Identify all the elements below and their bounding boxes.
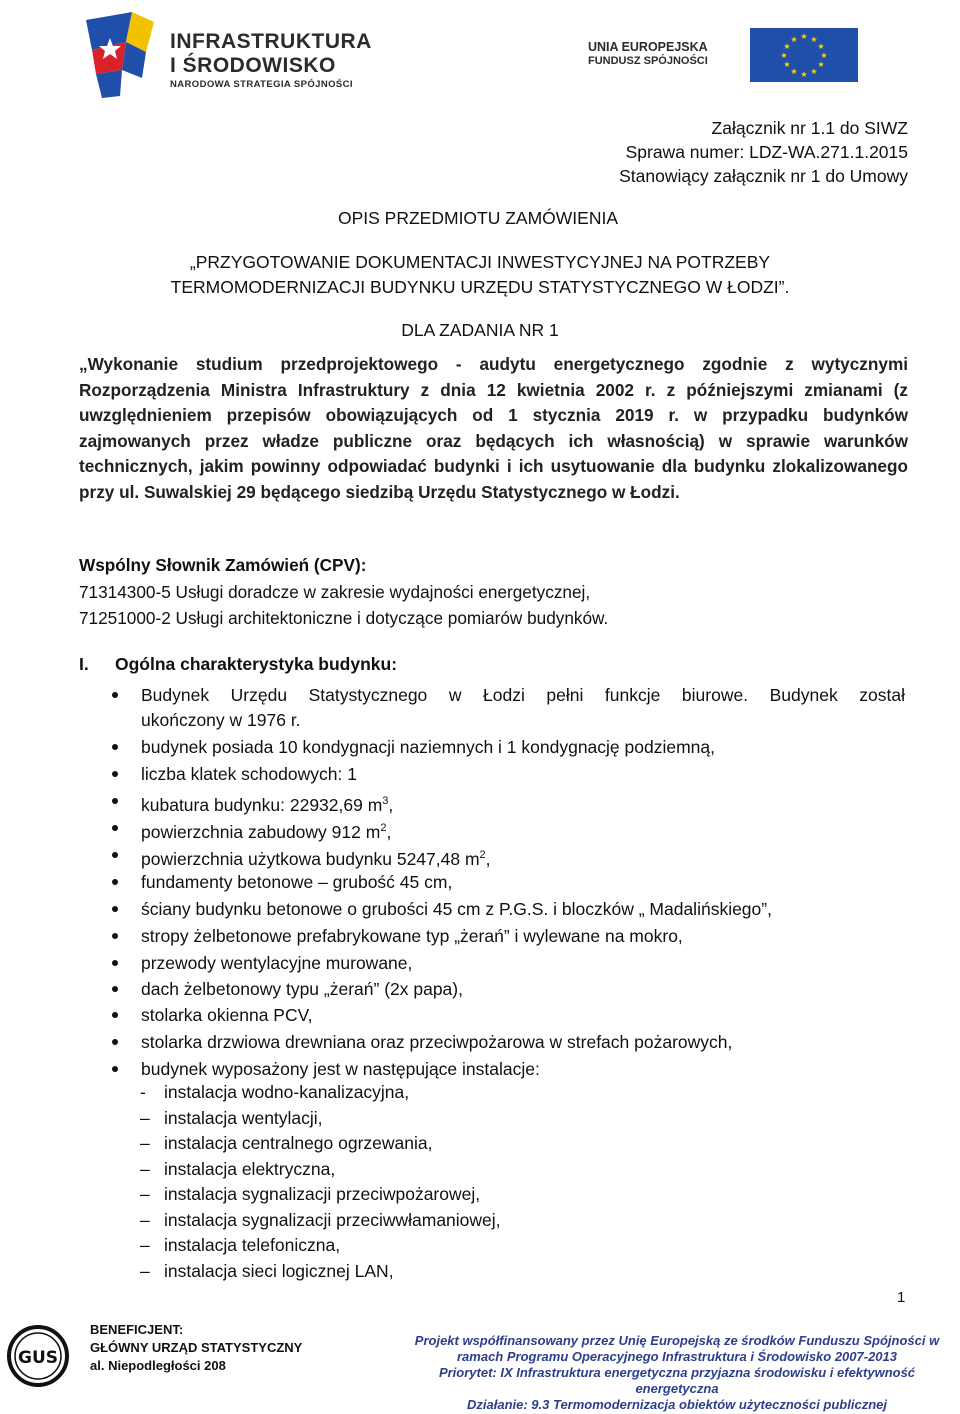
svg-text:GUS: GUS — [17, 1348, 59, 1368]
svg-text:★: ★ — [783, 42, 791, 51]
beneficiary-label: BENEFICJENT: — [90, 1322, 184, 1337]
installation-item: – instalacja sieci logicznej LAN, — [140, 1261, 394, 1281]
project-funding-line-1: Projekt współfinansowany przez Unię Europejską ze środków Funduszu Spójności w — [414, 1333, 940, 1348]
svg-text:★: ★ — [820, 51, 828, 60]
eu-flag-icon — [750, 28, 858, 82]
installation-item: – instalacja telefoniczna, — [140, 1235, 341, 1255]
bullet-icon — [112, 1039, 118, 1045]
infrastruktura-mark-icon — [82, 12, 156, 98]
logo-line-3: NARODOWA STRATEGIA SPÓJNOŚCI — [170, 79, 353, 90]
logo-line-2: I ŚRODOWISKO — [170, 54, 336, 77]
bullet-icon — [112, 798, 118, 804]
dash-marker: – — [140, 1261, 150, 1281]
svg-text:★: ★ — [810, 67, 818, 76]
attachment-line: Załącznik nr 1.1 do SIWZ — [711, 118, 908, 138]
beneficiary-address: al. Niepodległości 208 — [90, 1358, 226, 1373]
cpv-code-1: 71314300-5 Usługi doradcze w zakresie wydajności energetycznej, — [79, 582, 591, 602]
svg-text:★: ★ — [783, 60, 791, 69]
project-funding-line-4: energetyczna — [635, 1381, 719, 1396]
eu-logo-line-1: UNIA EUROPEJSKA — [588, 40, 708, 54]
svg-text:★: ★ — [800, 32, 808, 41]
bullet-icon — [112, 933, 118, 939]
svg-text:★: ★ — [810, 35, 818, 44]
svg-text:★: ★ — [817, 42, 825, 51]
unia-europejska-logo — [588, 28, 860, 84]
section-title: Ogólna charakterystyka budynku: — [115, 654, 398, 674]
gus-logo-icon — [6, 1324, 70, 1388]
bullet-icon — [112, 744, 118, 750]
bullet-icon — [112, 1012, 118, 1018]
dash-marker: – — [140, 1108, 150, 1128]
installation-item: – instalacja sygnalizacji przeciwwłamaniowej, — [140, 1210, 501, 1230]
installation-item: – instalacja centralnego ogrzewania, — [140, 1133, 433, 1153]
dash-marker: – — [140, 1235, 150, 1255]
document-title: OPIS PRZEDMIOTU ZAMÓWIENIA — [338, 208, 619, 228]
bullet-icon — [112, 986, 118, 992]
installation-item: – instalacja sygnalizacji przeciwpożarowej, — [140, 1184, 481, 1204]
installation-item: – instalacja elektryczna, — [140, 1159, 336, 1179]
cpv-code-2: 71251000-2 Usługi architektoniczne i dotyczące pomiarów budynków. — [79, 608, 609, 628]
bullet-icon — [112, 771, 118, 777]
infrastruktura-srodowisko-logo — [82, 12, 452, 100]
bullet-icon — [112, 879, 118, 885]
project-title-line-2: TERMOMODERNIZACJI BUDYNKU URZĘDU STATYSTYCZNEGO W ŁODZI”. — [170, 277, 790, 297]
bullet-icon — [112, 825, 118, 831]
bullet-icon — [112, 1066, 118, 1072]
svg-text:★: ★ — [780, 51, 788, 60]
svg-text:★: ★ — [790, 67, 798, 76]
project-funding-line-5: Działanie: 9.3 Termomodernizacja obiektów użyteczności publicznej — [467, 1397, 887, 1412]
bullet-icon — [112, 960, 118, 966]
task-description: „Wykonanie studium przedprojektowego - audytu energetycznego zgodnie z wytycznymi Rozporządzenia Ministra Infrastruktury z dnia 12 kwietnia 2002 r. z późniejszymi zmianami (z uwzględnieniem przepisów obowiązujących od 1 stycznia 2019 r. w przypadku budynków zajmowanych przez władze publiczne oraz będących ich własnością) w sprawie warunków technicznych, jakim powinny odpowiadać budynki i ich usytuowanie dla budynku zlokalizowanego przy ul. Suwalskiej 29 będącego siedzibą Urzędu Statystycznego w Łodzi. — [79, 354, 908, 502]
installation-item: - instalacja wodno-kanalizacyjna, — [140, 1082, 410, 1102]
dash-marker: – — [140, 1184, 150, 1204]
section-heading — [79, 654, 397, 675]
bullet-icon — [112, 852, 118, 858]
svg-text:★: ★ — [790, 35, 798, 44]
section-number: I. — [79, 654, 89, 674]
dash-marker: – — [140, 1133, 150, 1153]
project-title-line-1: „PRZYGOTOWANIE DOKUMENTACJI INWESTYCYJNEJ NA POTRZEBY — [189, 252, 771, 272]
dash-marker: – — [140, 1159, 150, 1179]
page-number: 1 — [897, 1289, 906, 1306]
project-funding-line-2: ramach Programu Operacyjnego Infrastruktura i Środowisko 2007-2013 — [457, 1349, 897, 1364]
contract-annex-line: Stanowiący załącznik nr 1 do Umowy — [619, 166, 908, 186]
beneficiary-name: GŁÓWNY URZĄD STATYSTYCZNY — [90, 1340, 303, 1355]
project-funding-line-3: Priorytet: IX Infrastruktura energetyczna przyjazna środowisku i efektywność — [438, 1365, 916, 1380]
dash-marker: – — [140, 1210, 150, 1230]
cpv-heading: Wspólny Słownik Zamówień (CPV): — [79, 555, 367, 575]
case-number-line: Sprawa numer: LDZ-WA.271.1.2015 — [625, 142, 908, 162]
task-title: DLA ZADANIA NR 1 — [401, 320, 559, 340]
logo-line-1: INFRASTRUKTURA — [170, 30, 372, 53]
eu-logo-line-2: FUNDUSZ SPÓJNOŚCI — [588, 55, 708, 67]
dash-marker: - — [140, 1082, 146, 1102]
svg-text:★: ★ — [817, 60, 825, 69]
bullet-icon — [112, 692, 118, 698]
bullet-icon — [112, 906, 118, 912]
svg-text:★: ★ — [800, 70, 808, 79]
installation-item: – instalacja wentylacji, — [140, 1108, 323, 1128]
